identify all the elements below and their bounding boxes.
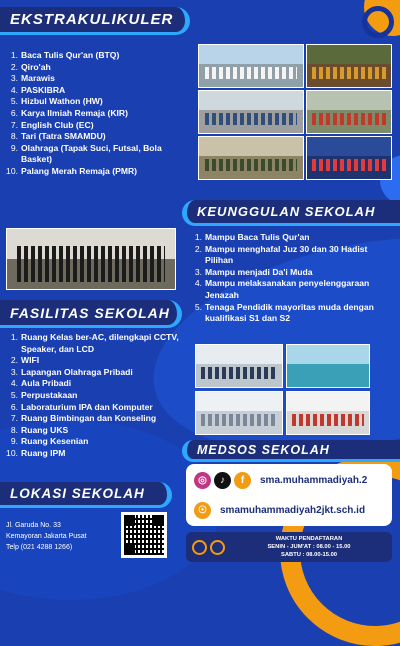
decorative-circle [210, 540, 225, 555]
address-block [6, 520, 87, 553]
facility-photo [195, 344, 283, 388]
list-item: 10. Ruang IPM [6, 447, 66, 458]
globe-icon[interactable]: ☉ [194, 502, 211, 519]
list-item: 4. Aula Pribadi [10, 378, 72, 389]
activity-photo [306, 90, 392, 134]
list-item: 2. WIFI [10, 355, 40, 366]
list-item: 8. Tari (Tatra SMAMDU) [10, 131, 106, 142]
list-item: 1. Mampu Baca Tulis Qur'an [194, 232, 310, 242]
medsos-heading: MEDSOS SEKOLAH [182, 440, 400, 462]
list-item: 6. Karya Ilmiah Remaja (KIR) [10, 107, 128, 118]
instagram-icon[interactable]: ◎ [194, 472, 211, 489]
list-item: 3. Lapangan Olahraga Pribadi [10, 366, 133, 377]
list-item: 9. Olahraga (Tapak Suci, Futsal, Bola Basket) [10, 142, 162, 165]
list-item: 2. Mampu menghafal Juz 30 dan 30 Hadist Pilihan [194, 243, 368, 266]
list-item: 1. Ruang Kelas ber-AC, dilengkapi CCTV, Speaker, dan LCD [10, 332, 179, 354]
list-item: 5. Tenaga Pendidik mayoritas muda dengan kualifikasi S1 dan S2 [194, 301, 374, 324]
list-item: 9. Ruang Kesenian [10, 436, 89, 447]
facility-photo [286, 344, 370, 388]
phone-number: Telp (021 4288 1266) [6, 544, 73, 551]
hours-saturday: SABTU : 08.00-15.00 [280, 552, 338, 558]
tiktok-icon[interactable]: ♪ [214, 472, 231, 489]
website-link[interactable]: smamuhammadiyah2jkt.sch.id [220, 505, 366, 516]
facility-photo [286, 391, 370, 435]
list-item: 3. Mampu menjadi Da'i Muda [194, 266, 313, 277]
qr-code[interactable] [121, 512, 167, 558]
facebook-icon[interactable]: f [234, 472, 251, 489]
ekstrakulikuler-heading: EKSTRAKULIKULER [0, 7, 190, 35]
activity-photo [198, 136, 304, 180]
list-item: 7. Ruang Bimbingan dan Konseling [10, 413, 157, 424]
activity-photo [198, 90, 304, 134]
facility-photo [195, 391, 283, 435]
list-item: 4. Mampu melaksanakan penyelenggaraan Jenazah [194, 278, 370, 300]
social-media-panel [186, 464, 392, 526]
list-item: 5. Hizbul Wathon (HW) [10, 96, 103, 107]
list-item: 8. Ruang UKS [10, 424, 69, 435]
hours-weekday: SENIN - JUM'AT : 08.00 - 15.00 [267, 544, 351, 550]
corner-ring-decoration [362, 6, 394, 38]
registration-hours [232, 535, 386, 559]
activity-photo [306, 44, 392, 88]
activity-photo [198, 44, 304, 88]
keunggulan-list [188, 232, 396, 325]
decorative-circle [192, 540, 207, 555]
group-photo [6, 228, 176, 290]
ekstrakulikuler-list [4, 50, 192, 178]
social-handle[interactable]: sma.muhammadiyah.2 [260, 475, 368, 486]
lokasi-heading: LOKASI SEKOLAH [0, 482, 172, 508]
list-item: 1. Baca Tulis Qur'an (BTQ) [10, 50, 120, 60]
activity-photo [306, 136, 392, 180]
list-item: 2. Qiro'ah [10, 61, 51, 72]
list-item: 10. Palang Merah Remaja (PMR) [6, 165, 138, 176]
fasilitas-list [4, 332, 186, 460]
keunggulan-heading: KEUNGGULAN SEKOLAH [182, 200, 400, 226]
address-line: Jl. Garuda No. 33 [6, 522, 61, 529]
list-item: 4. PASKIBRA [10, 84, 66, 95]
list-item: 5. Perpustakaan [10, 389, 78, 400]
address-line: Kemayoran Jakarta Pusat [6, 533, 87, 540]
fasilitas-heading: FASILITAS SEKOLAH [0, 300, 182, 328]
list-item: 6. Laboraturium IPA dan Komputer [10, 401, 153, 412]
list-item: 7. English Club (EC) [10, 119, 94, 130]
registration-hours-panel [186, 532, 392, 562]
hours-title: WAKTU PENDAFTARAN [275, 536, 343, 542]
list-item: 3. Marawis [10, 73, 55, 84]
